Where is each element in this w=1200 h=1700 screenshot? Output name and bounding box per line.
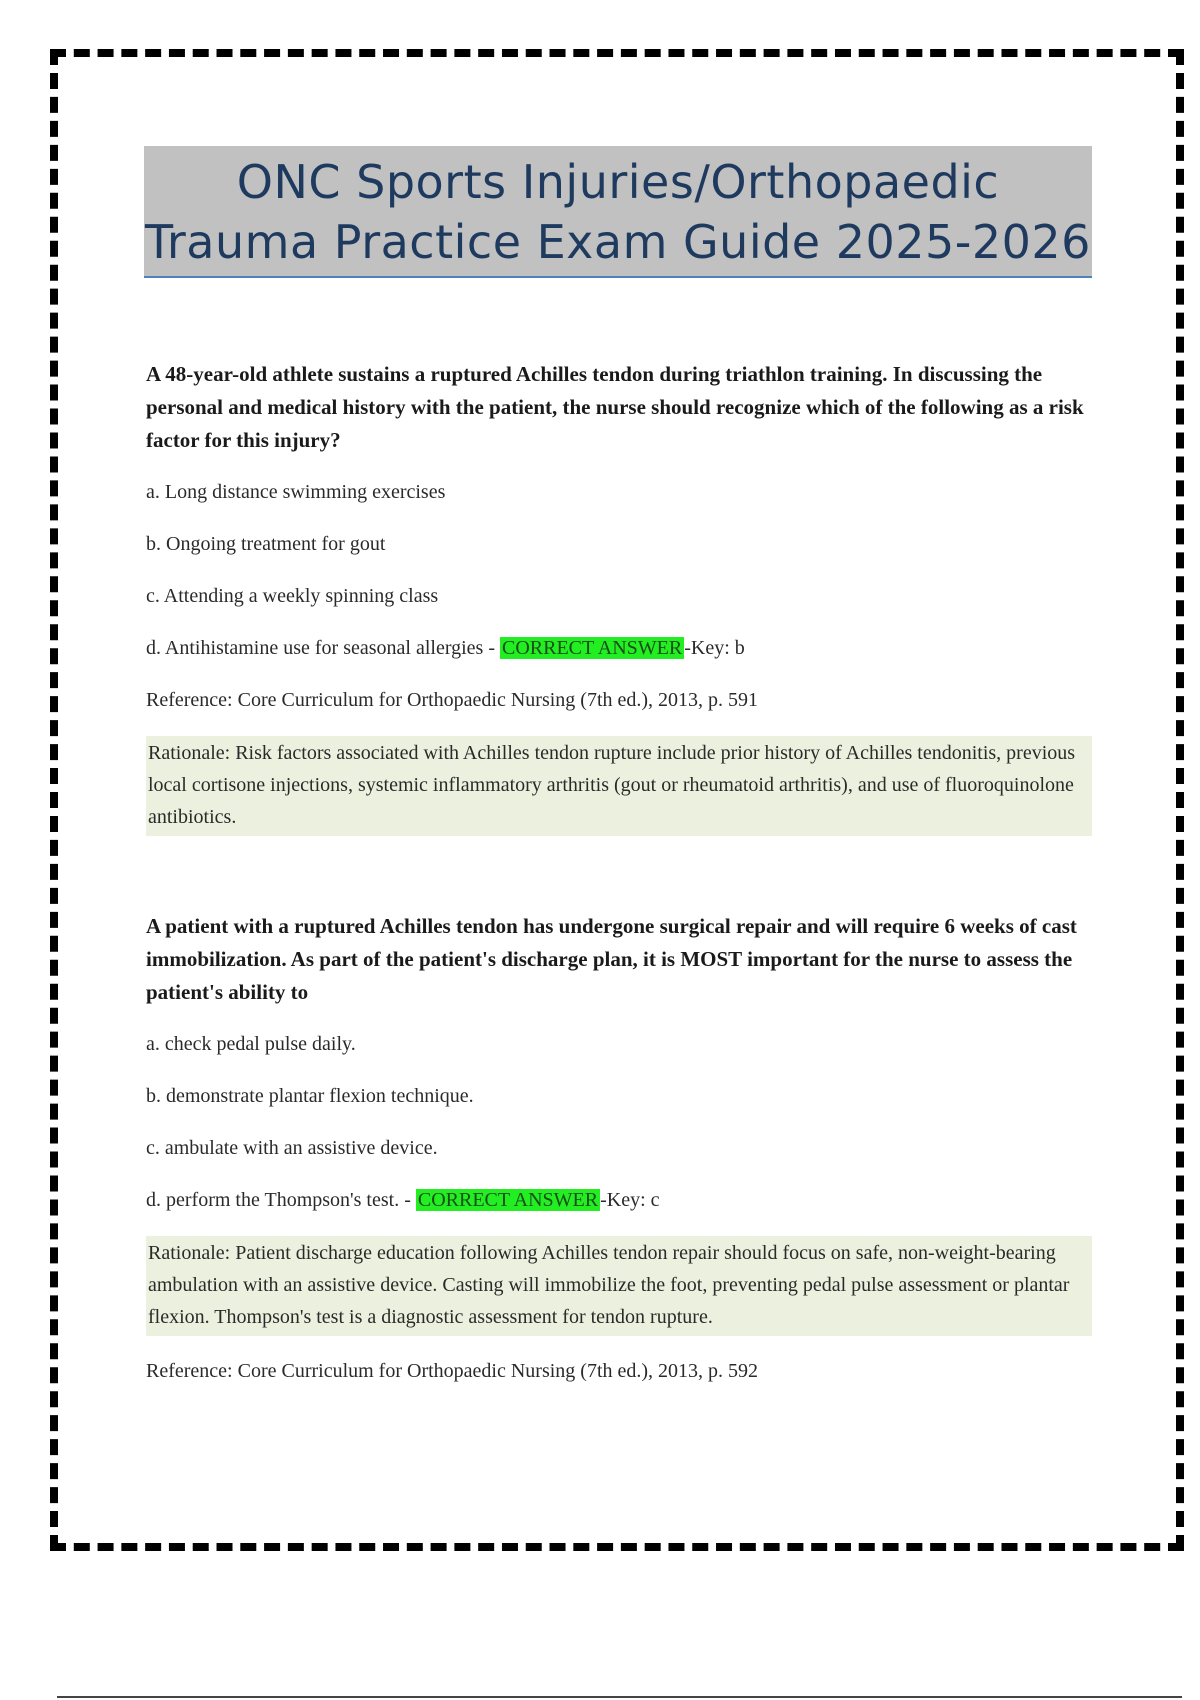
- option-d-text: d. perform the Thompson's test. -: [146, 1189, 416, 1211]
- option-d: [146, 632, 1092, 665]
- question-block-2: [146, 910, 1092, 1388]
- option-a: a. check pedal pulse daily.: [146, 1033, 356, 1055]
- rationale-box: Rationale: Risk factors associated with Achilles tendon rupture include prior history of Achilles tendonitis, previous local cortisone injections, systemic inflammatory arthritis (gout or rheumatoid arthritis), and use of fluoroquinolone antibiotics.: [146, 736, 1092, 836]
- option-a: a. Long distance swimming exercises: [146, 481, 446, 503]
- correct-answer-highlight: CORRECT ANSWER: [502, 637, 683, 659]
- option-c: c. Attending a weekly spinning class: [146, 585, 439, 607]
- question-text: A patient with a ruptured Achilles tendon has undergone surgical repair and will require 6 weeks of cast immobilization. As part of the patient's discharge plan, it is MOST important for the nurse to assess the patient's ability to: [146, 914, 1077, 1004]
- reference-text: Reference: Core Curriculum for Orthopaedic Nursing (7th ed.), 2013, p. 591: [146, 689, 759, 711]
- answer-key: -Key: c: [600, 1189, 660, 1211]
- question-text: A 48-year-old athlete sustains a ruptured Achilles tendon during triathlon training. In discussing the personal and medical history with the patient, the nurse should recognize which of the following as a risk factor for this injury?: [146, 362, 1084, 452]
- document-title-line-2: Trauma Practice Exam Guide 2025-2026: [145, 215, 1091, 269]
- answer-key: -Key: b: [684, 637, 745, 659]
- correct-answer-highlight: CORRECT ANSWER: [417, 1189, 599, 1211]
- option-d-text: d. Antihistamine use for seasonal allergies -: [146, 637, 500, 659]
- document-title-box: [144, 146, 1092, 278]
- option-c: c. ambulate with an assistive device.: [146, 1137, 438, 1159]
- page-bottom-divider: [57, 1696, 1182, 1698]
- option-d: [146, 1184, 1092, 1217]
- document-title-line-1: ONC Sports Injuries/Orthopaedic: [236, 155, 1000, 209]
- rationale-box: Rationale: Patient discharge education following Achilles tendon repair should focus on safe, non-weight-bearing ambulation with an assistive device. Casting will immobilize the foot, preventing pedal pulse assessment or plantar flexion. Thompson's test is a diagnostic assessment for tendon rupture.: [146, 1236, 1092, 1336]
- option-b: b. demonstrate plantar flexion technique.: [146, 1085, 474, 1107]
- reference-text: Reference: Core Curriculum for Orthopaedic Nursing (7th ed.), 2013, p. 592: [146, 1360, 759, 1382]
- question-block-1: [146, 358, 1092, 836]
- option-b: b. Ongoing treatment for gout: [146, 533, 386, 555]
